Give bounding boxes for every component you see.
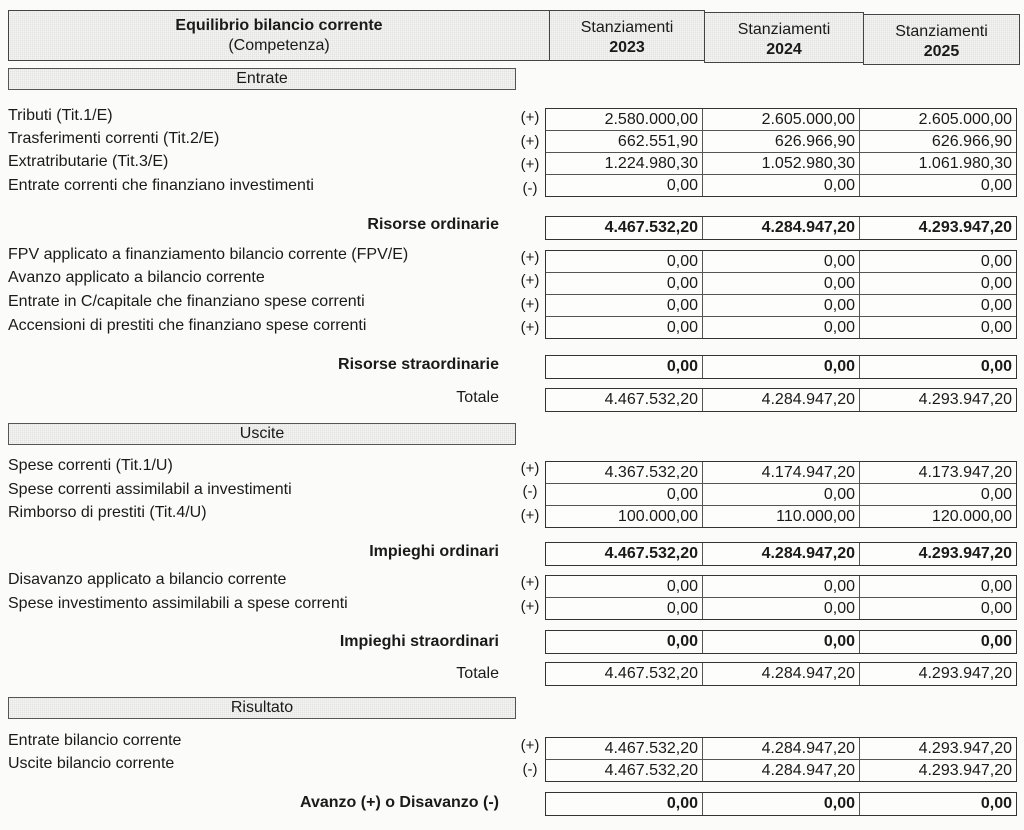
value-cell: 4.293.947,20 bbox=[859, 760, 1016, 781]
column-header-year: 2023 bbox=[609, 39, 645, 56]
column-header-year: 2025 bbox=[923, 43, 960, 60]
value-cell: 4.173.947,20 bbox=[859, 462, 1016, 483]
row-sign: (+) bbox=[520, 296, 540, 313]
value-cell: 0,00 bbox=[702, 356, 859, 378]
value-cell: 4.467.532,20 bbox=[604, 219, 698, 236]
value-cell: 0,00 bbox=[666, 578, 698, 595]
value-cell: 0,00 bbox=[666, 358, 698, 375]
value-cell: 626.966,90 bbox=[859, 131, 1016, 152]
table-row bbox=[546, 272, 1016, 294]
table-row bbox=[546, 738, 1016, 759]
value-cell: 0,00 bbox=[859, 175, 1016, 196]
value-cell: 662.551,90 bbox=[617, 133, 698, 150]
value-cell: 0,00 bbox=[666, 253, 698, 270]
risorse-straordinarie-values bbox=[545, 355, 1017, 379]
row-sign: (+) bbox=[520, 249, 540, 266]
table-row bbox=[546, 294, 1016, 316]
table-row bbox=[546, 251, 1016, 272]
value-cell: 0,00 bbox=[702, 631, 859, 653]
value-cell: 4.467.532,20 bbox=[604, 391, 698, 408]
value-cell: 110.000,00 bbox=[702, 506, 859, 527]
table-row bbox=[546, 576, 1016, 597]
value-cell: 0,00 bbox=[859, 273, 1016, 294]
row-sign: (+) bbox=[520, 156, 540, 173]
table-row bbox=[546, 505, 1016, 527]
row-label: Entrate bilancio corrente bbox=[8, 732, 182, 749]
value-cell: 0,00 bbox=[702, 175, 859, 196]
value-cell: 0,00 bbox=[702, 598, 859, 619]
row-sign: (+) bbox=[520, 507, 540, 524]
value-cell: 0,00 bbox=[859, 251, 1016, 272]
value-cell: 4.284.947,20 bbox=[702, 738, 859, 759]
value-cell: 4.467.532,20 bbox=[604, 740, 698, 757]
value-cell: 0,00 bbox=[859, 317, 1016, 338]
value-cell: 4.174.947,20 bbox=[702, 462, 859, 483]
value-cell: 4.284.947,20 bbox=[702, 663, 859, 685]
value-cell: 0,00 bbox=[666, 275, 698, 292]
avanzo-disavanzo-values bbox=[545, 792, 1017, 816]
value-cell: 0,00 bbox=[702, 793, 859, 815]
row-sign: (+) bbox=[520, 319, 540, 336]
row-sign: (+) bbox=[520, 133, 540, 150]
row-label: Spese correnti (Tit.1/U) bbox=[8, 457, 173, 474]
uscite-straordinari-values bbox=[545, 575, 1017, 620]
value-cell: 1.061.980,30 bbox=[859, 153, 1016, 174]
row-sign: (+) bbox=[520, 272, 540, 289]
value-cell: 4.293.947,20 bbox=[859, 389, 1016, 411]
uscite-ordinari-values bbox=[545, 461, 1017, 528]
entrate-totale-values bbox=[545, 388, 1017, 412]
value-cell: 4.367.532,20 bbox=[604, 464, 698, 481]
column-header-2023 bbox=[549, 10, 705, 61]
value-cell: 1.224.980,30 bbox=[604, 155, 698, 172]
value-cell: 0,00 bbox=[666, 486, 698, 503]
value-cell: 0,00 bbox=[702, 251, 859, 272]
value-cell: 4.467.532,20 bbox=[604, 665, 698, 682]
row-sign: (-) bbox=[522, 761, 538, 778]
value-cell: 0,00 bbox=[702, 273, 859, 294]
subtotal-label: Impieghi ordinari bbox=[369, 543, 499, 560]
value-cell: 0,00 bbox=[702, 317, 859, 338]
table-row bbox=[546, 462, 1016, 483]
table-title-header bbox=[8, 10, 550, 61]
row-label: Entrate correnti che finanziano investimenti bbox=[8, 177, 314, 194]
value-cell: 4.284.947,20 bbox=[702, 389, 859, 411]
total-label: Totale bbox=[456, 665, 499, 682]
row-label: Rimborso di prestiti (Tit.4/U) bbox=[8, 504, 207, 521]
risorse-ordinarie-values bbox=[545, 216, 1017, 240]
section-header-uscite: Uscite bbox=[8, 423, 516, 445]
row-label: Accensioni di prestiti che finanziano spese correnti bbox=[8, 317, 367, 334]
value-cell: 4.284.947,20 bbox=[702, 760, 859, 781]
value-cell: 0,00 bbox=[859, 356, 1016, 378]
table-row bbox=[546, 759, 1016, 781]
value-cell: 4.284.947,20 bbox=[702, 543, 859, 565]
value-cell: 0,00 bbox=[702, 295, 859, 316]
value-cell: 0,00 bbox=[859, 598, 1016, 619]
row-sign: (-) bbox=[522, 180, 538, 197]
table-row bbox=[546, 130, 1016, 152]
value-cell: 2.580.000,00 bbox=[604, 111, 698, 128]
value-cell: 0,00 bbox=[859, 484, 1016, 505]
value-cell: 2.605.000,00 bbox=[702, 109, 859, 130]
value-cell: 0,00 bbox=[702, 484, 859, 505]
row-label: Uscite bilancio corrente bbox=[8, 755, 175, 772]
table-row bbox=[546, 109, 1016, 130]
table-subtitle: (Competenza) bbox=[228, 37, 330, 54]
value-cell: 4.284.947,20 bbox=[702, 217, 859, 239]
value-cell: 0,00 bbox=[859, 793, 1016, 815]
subtotal-label: Impieghi straordinari bbox=[339, 633, 499, 650]
subtotal-label: Risorse straordinarie bbox=[338, 356, 499, 373]
column-header-year: 2024 bbox=[766, 41, 802, 58]
value-cell: 0,00 bbox=[666, 297, 698, 314]
table-title: Equilibrio bilancio corrente bbox=[175, 17, 383, 34]
column-header-2024 bbox=[704, 12, 864, 63]
value-cell: 0,00 bbox=[859, 576, 1016, 597]
value-cell: 4.467.532,20 bbox=[604, 545, 698, 562]
value-cell: 4.293.947,20 bbox=[859, 543, 1016, 565]
value-cell: 0,00 bbox=[666, 177, 698, 194]
impieghi-ordinari-values bbox=[545, 542, 1017, 566]
total-label: Totale bbox=[456, 389, 499, 406]
value-cell: 4.293.947,20 bbox=[859, 663, 1016, 685]
entrate-straordinarie-values bbox=[545, 250, 1017, 339]
row-label: FPV applicato a finanziamento bilancio corrente (FPV/E) bbox=[8, 246, 409, 263]
value-cell: 0,00 bbox=[859, 295, 1016, 316]
value-cell: 0,00 bbox=[666, 319, 698, 336]
column-header-2025 bbox=[863, 14, 1020, 65]
table-row bbox=[546, 152, 1016, 174]
table-row bbox=[546, 174, 1016, 196]
table-row bbox=[546, 597, 1016, 619]
row-sign: (-) bbox=[522, 483, 538, 500]
value-cell: 0,00 bbox=[702, 576, 859, 597]
value-cell: 2.605.000,00 bbox=[859, 109, 1016, 130]
risultato-values bbox=[545, 737, 1017, 782]
row-sign: (+) bbox=[520, 109, 540, 126]
row-sign: (+) bbox=[520, 460, 540, 477]
column-header-label: Stanziamenti bbox=[580, 19, 674, 36]
row-label: Disavanzo applicato a bilancio corrente bbox=[8, 571, 287, 588]
value-cell: 4.293.947,20 bbox=[859, 217, 1016, 239]
value-cell: 100.000,00 bbox=[617, 508, 698, 525]
value-cell: 0,00 bbox=[859, 631, 1016, 653]
value-cell: 4.467.532,20 bbox=[604, 762, 698, 779]
row-label: Extratributarie (Tit.3/E) bbox=[8, 153, 169, 170]
row-label: Entrate in C/capitale che finanziano spese correnti bbox=[8, 293, 365, 310]
value-cell: 0,00 bbox=[666, 795, 698, 812]
impieghi-straordinari-values bbox=[545, 630, 1017, 654]
row-label: Avanzo applicato a bilancio corrente bbox=[8, 269, 265, 286]
uscite-totale-values bbox=[545, 662, 1017, 686]
subtotal-label: Risorse ordinarie bbox=[367, 216, 499, 233]
row-label: Trasferimenti correnti (Tit.2/E) bbox=[8, 130, 220, 147]
table-row bbox=[546, 483, 1016, 505]
value-cell: 4.293.947,20 bbox=[859, 738, 1016, 759]
value-cell: 1.052.980,30 bbox=[702, 153, 859, 174]
value-cell: 626.966,90 bbox=[702, 131, 859, 152]
row-sign: (+) bbox=[520, 574, 540, 591]
table-row bbox=[546, 316, 1016, 338]
row-label: Spese investimento assimilabili a spese correnti bbox=[8, 595, 348, 612]
row-label: Tributi (Tit.1/E) bbox=[8, 107, 113, 124]
row-sign: (+) bbox=[520, 737, 540, 754]
result-label: Avanzo (+) o Disavanzo (-) bbox=[300, 794, 499, 811]
row-label: Spese correnti assimilabil a investimenti bbox=[8, 481, 292, 498]
row-sign: (+) bbox=[520, 598, 540, 615]
value-cell: 0,00 bbox=[666, 633, 698, 650]
column-header-label: Stanziamenti bbox=[737, 21, 831, 38]
section-header-entrate: Entrate bbox=[8, 68, 516, 90]
value-cell: 120.000,00 bbox=[859, 506, 1016, 527]
section-header-risultato: Risultato bbox=[8, 697, 516, 719]
column-header-label: Stanziamenti bbox=[895, 23, 988, 40]
entrate-ordinarie-values bbox=[545, 108, 1017, 197]
value-cell: 0,00 bbox=[666, 600, 698, 617]
